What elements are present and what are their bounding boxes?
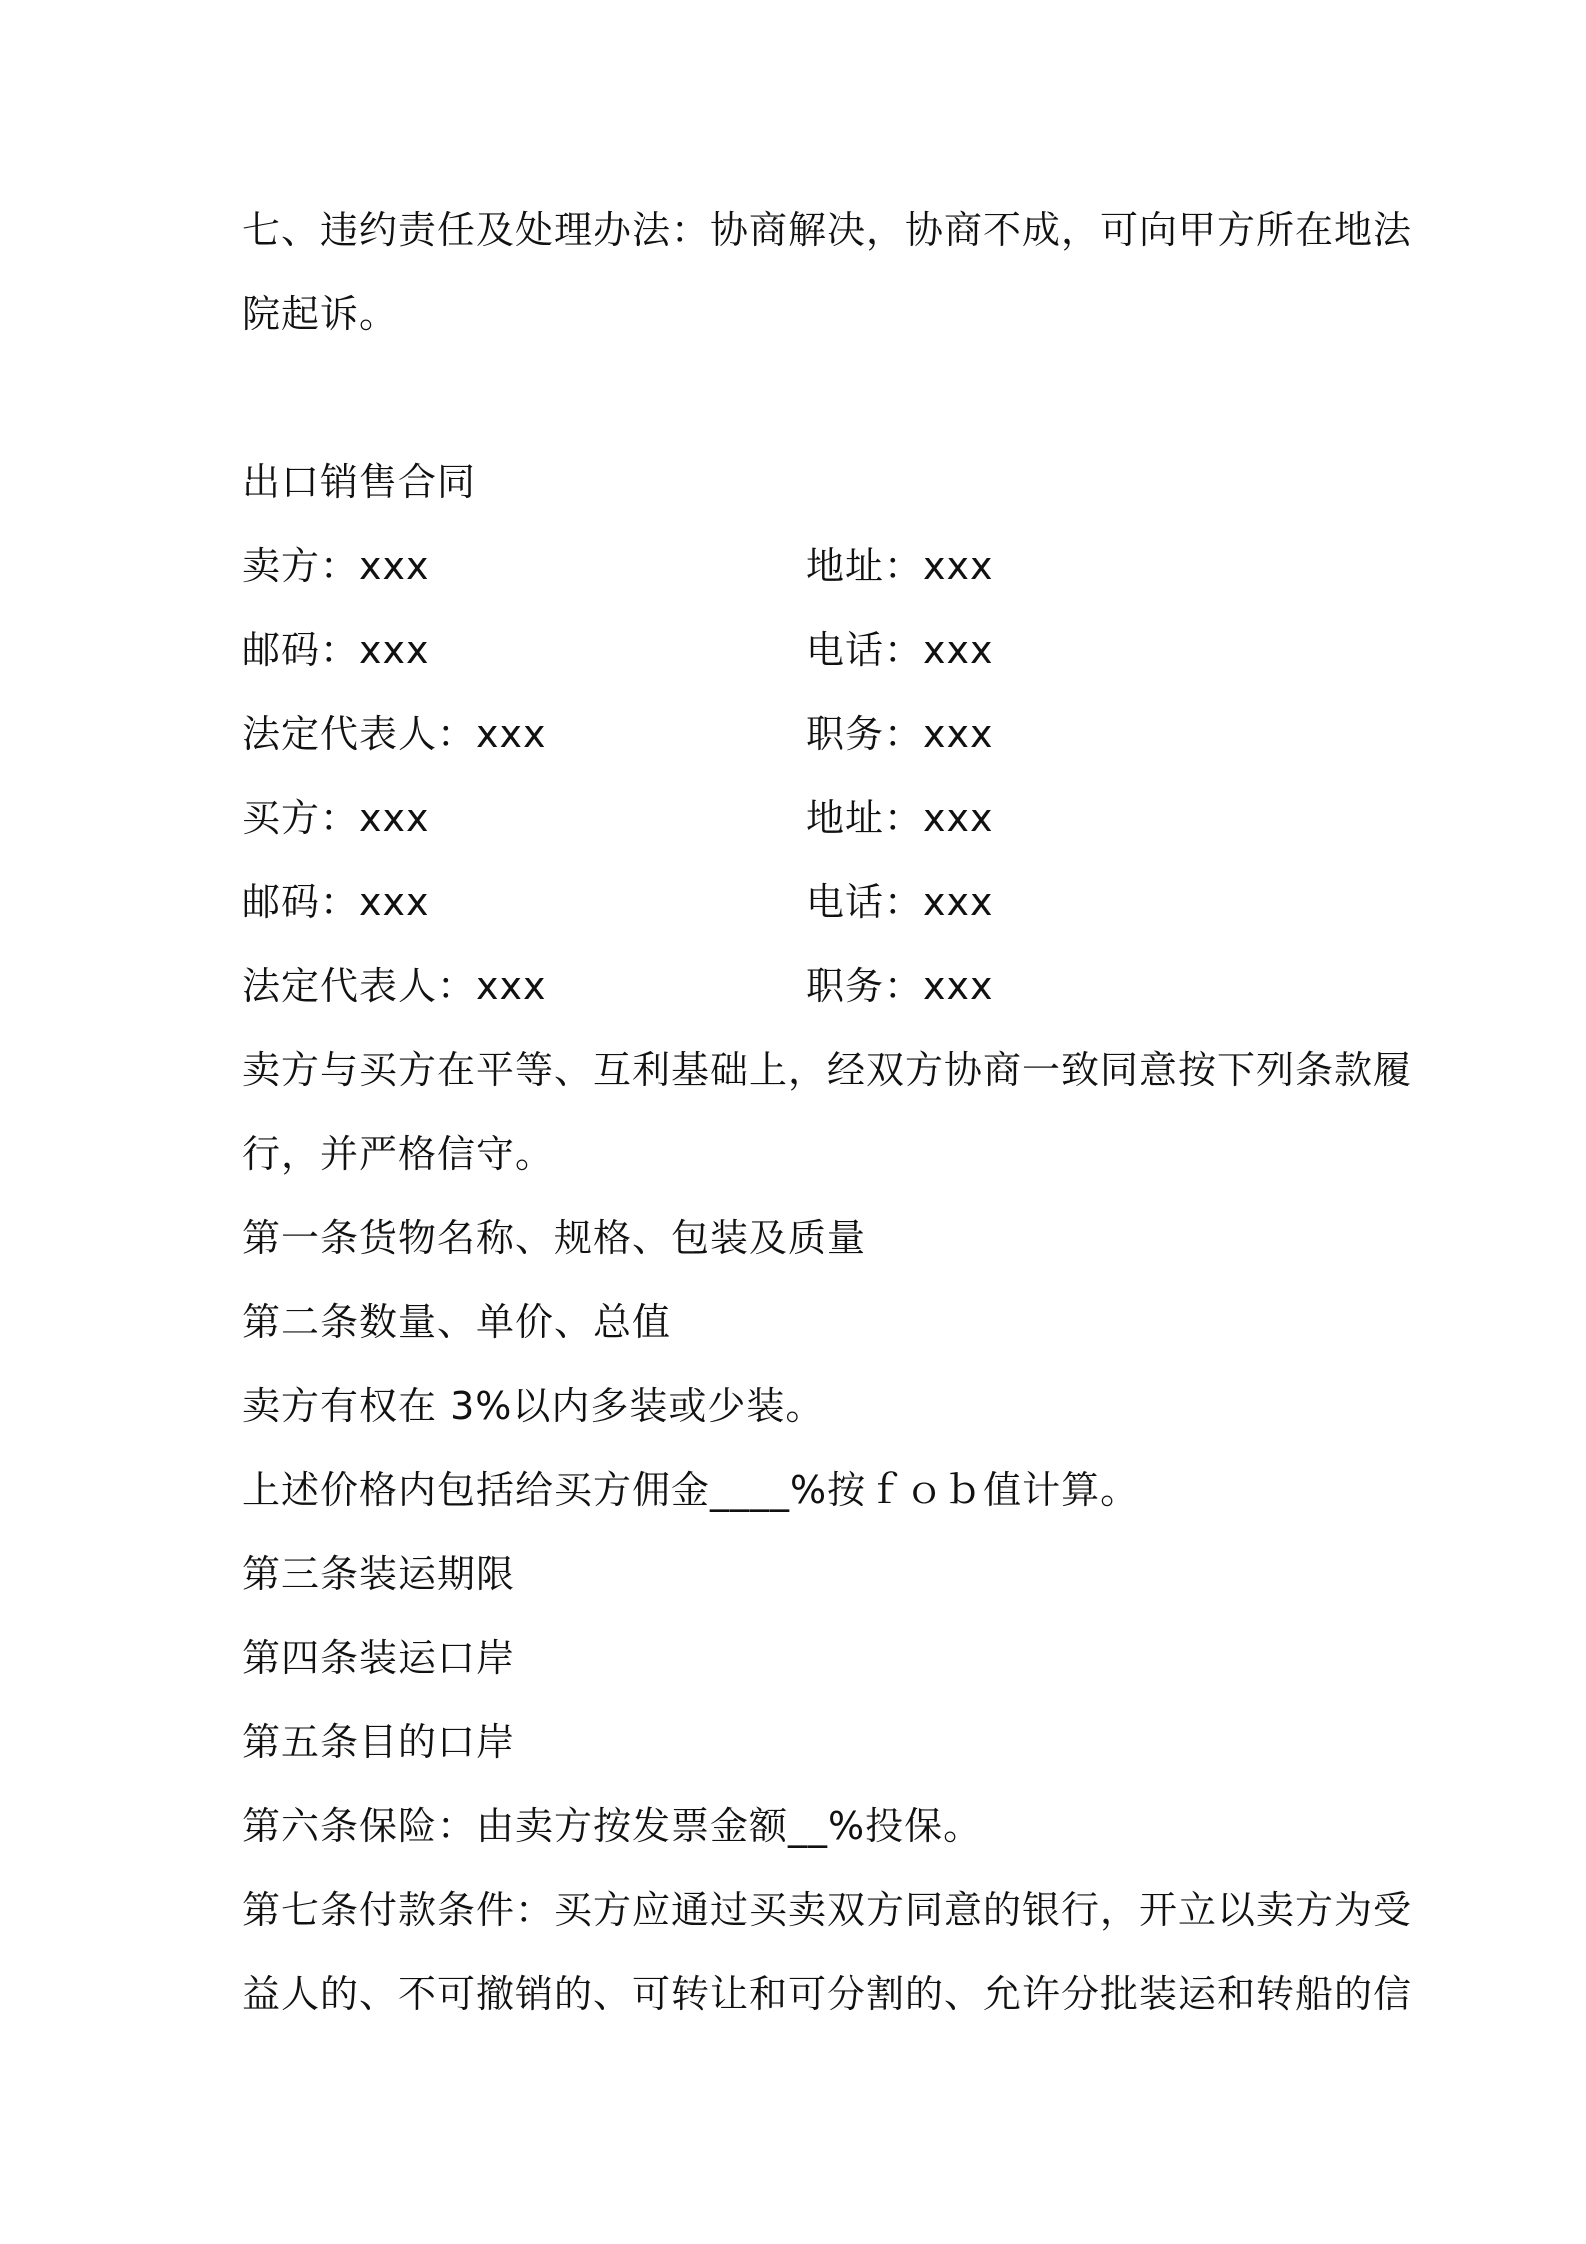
- clause-6: 第六条保险：由卖方按发票金额__%投保。: [242, 1804, 983, 1848]
- section-7-line-2: 院起诉。: [242, 292, 399, 336]
- clause-7-line-2: 益人的、不可撤销的、可转让和可分割的、允许分批装运和转船的信: [242, 1972, 1413, 2016]
- clause-5: 第五条目的口岸: [242, 1720, 516, 1764]
- seller-postcode: 邮码：xxx: [242, 628, 430, 672]
- buyer-name: 买方：xxx: [242, 796, 430, 840]
- clause-2-note-1: 卖方有权在 3%以内多装或少装。: [242, 1384, 825, 1428]
- preamble-line-2: 行，并严格信守。: [242, 1132, 555, 1176]
- clause-4: 第四条装运口岸: [242, 1636, 516, 1680]
- clause-2: 第二条数量、单价、总值: [242, 1300, 672, 1344]
- clause-2-note-2: 上述价格内包括给买方佣金____%按ｆｏｂ值计算。: [242, 1468, 1140, 1512]
- buyer-postcode: 邮码：xxx: [242, 880, 430, 924]
- seller-position: 职务：xxx: [806, 712, 994, 756]
- section-7-line-1: 七、违约责任及处理办法：协商解决，协商不成，可向甲方所在地法: [242, 208, 1413, 252]
- seller-address: 地址：xxx: [806, 544, 994, 588]
- contract-title: 出口销售合同: [242, 460, 477, 504]
- clause-7-line-1: 第七条付款条件：买方应通过买卖双方同意的银行，开立以卖方为受: [242, 1888, 1413, 1932]
- seller-phone: 电话：xxx: [806, 628, 994, 672]
- buyer-legal-rep: 法定代表人：xxx: [242, 964, 547, 1008]
- seller-name: 卖方：xxx: [242, 544, 430, 588]
- seller-legal-rep: 法定代表人：xxx: [242, 712, 547, 756]
- buyer-position: 职务：xxx: [806, 964, 994, 1008]
- buyer-address: 地址：xxx: [806, 796, 994, 840]
- clause-3: 第三条装运期限: [242, 1552, 516, 1596]
- buyer-phone: 电话：xxx: [806, 880, 994, 924]
- clause-1: 第一条货物名称、规格、包装及质量: [242, 1216, 867, 1260]
- preamble-line-1: 卖方与买方在平等、互利基础上，经双方协商一致同意按下列条款履: [242, 1048, 1413, 1092]
